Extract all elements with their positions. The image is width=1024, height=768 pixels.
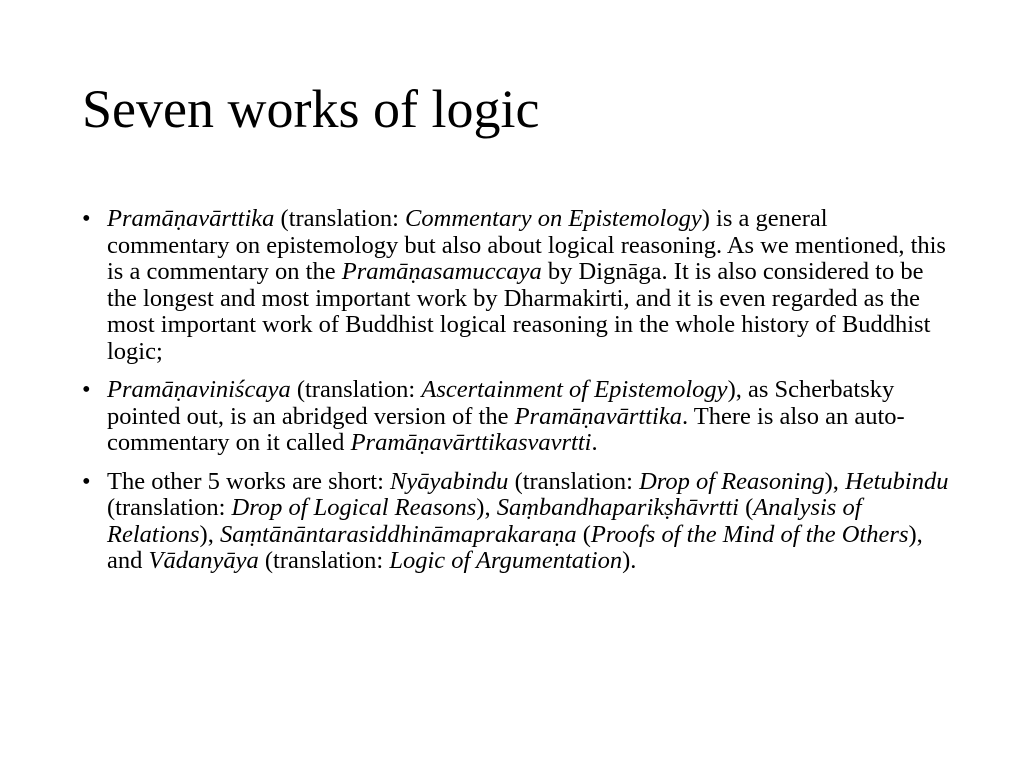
italic-term: Saṃbandhaparikṣhāvrtti	[496, 494, 739, 521]
bullet-list	[82, 206, 954, 587]
bullet-text: ),	[824, 467, 846, 495]
bullet-item	[82, 377, 954, 457]
bullet-text: (translation:	[508, 467, 640, 495]
italic-term: Saṃtānāntarasiddhināmaprakaraṇa	[219, 520, 577, 548]
bullet-text: ),	[199, 520, 220, 548]
italic-term: Ascertainment of Epistemology	[421, 376, 728, 403]
bullet-text: ), as Scherbatsky pointed out, is an abridged version of the	[107, 376, 895, 430]
bullet-text: by Dignāga. It is also considered to be the longest and most important work by Dharmakirti, and it is even regarded as the most important work of Buddhist logical reasoning in the whole history of Buddhist logic;	[107, 258, 931, 365]
bullet-text: . There is also an auto-commentary on it called	[107, 402, 905, 456]
italic-term: Pramāṇaviniścaya	[107, 376, 291, 403]
italic-term: Proofs of the Mind of the Others	[590, 520, 909, 548]
italic-term: Pramāṇavārttika	[514, 402, 682, 430]
slide-title: Seven works of logic	[82, 79, 540, 139]
bullet-text: The other 5 works are short:	[107, 467, 391, 495]
bullet-text: .	[591, 429, 598, 456]
bullet-item	[82, 469, 954, 575]
italic-term: Pramāṇavārttikasvavrtti	[350, 429, 592, 456]
italic-term: Vādanyāya	[148, 547, 259, 574]
italic-term: Analysis of Relations	[107, 494, 862, 548]
bullet-text: (translation:	[258, 547, 390, 574]
bullet-item	[82, 206, 954, 365]
italic-term: Nyāyabindu	[390, 467, 509, 495]
bullet-text: ).	[622, 547, 637, 574]
italic-term: Hetubindu	[845, 467, 949, 495]
bullet-text: (	[739, 494, 754, 521]
bullet-marker: •	[82, 467, 91, 495]
italic-term: Drop of Logical Reasons	[231, 494, 477, 521]
bullet-marker: •	[82, 376, 91, 403]
italic-term: Logic of Argumentation	[389, 547, 623, 574]
italic-term: Commentary on Epistemology	[405, 205, 702, 232]
bullet-text: (translation:	[274, 205, 406, 232]
italic-term: Pramāṇavārttika	[107, 205, 275, 232]
italic-term: Pramāṇasamuccaya	[341, 258, 542, 285]
bullet-text: ), and	[107, 520, 923, 574]
italic-term: Drop of Reasoning	[639, 467, 825, 495]
bullet-text: (translation:	[290, 376, 422, 403]
bullet-marker: •	[82, 205, 91, 232]
bullet-text: ),	[476, 494, 497, 521]
bullet-text: (translation:	[107, 494, 232, 521]
bullet-text: (	[576, 520, 591, 548]
bullet-text: ) is a general commentary on epistemology but also about logical reasoning. As we mentioned, this is a commentary on the	[107, 205, 946, 285]
